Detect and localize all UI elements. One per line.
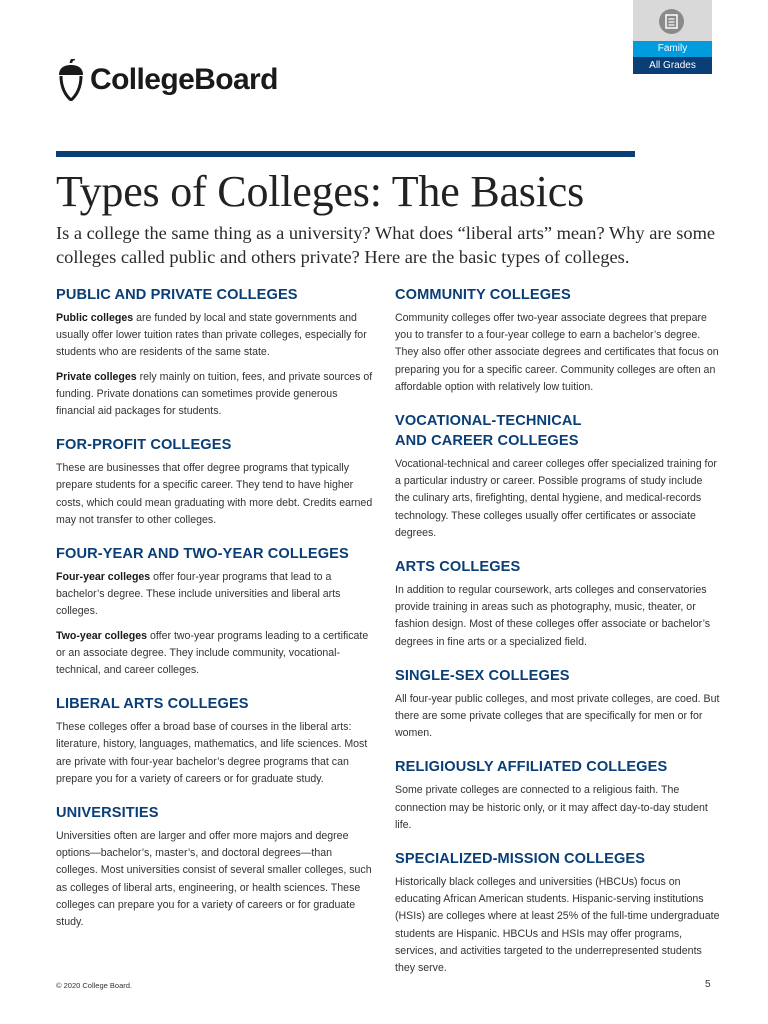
section-religious <box>395 757 720 834</box>
paragraph-text: All four-year public colleges, and most private colleges, are coed. But there are some private colleges that are specifically for men or for women. <box>395 692 720 740</box>
paragraph-text: offer two-year programs leading to a certificate or an associate degree. They include community, vocational-technical, and career colleges. <box>56 629 369 677</box>
document-icon <box>659 9 684 34</box>
section-liberal-arts <box>56 694 374 788</box>
left-column <box>56 285 374 946</box>
page-intro: Is a college the same thing as a university? What does “liberal arts” mean? Why are some colleges called public and others private? Here are the basic types of colleges. <box>56 223 716 267</box>
section-four-two-year <box>56 544 374 679</box>
lead-term: Private colleges <box>56 370 137 383</box>
section-heading: UNIVERSITIES <box>56 805 159 822</box>
section-paragraph <box>395 782 720 834</box>
section-paragraph <box>395 582 720 651</box>
section-for-profit <box>56 435 374 529</box>
section-community <box>395 285 720 396</box>
audience-tab <box>633 0 712 75</box>
section-paragraph <box>56 628 374 680</box>
section-heading: RELIGIOUSLY AFFILIATED COLLEGES <box>395 759 668 776</box>
paragraph-text: Historically black colleges and universities (HBCUs) focus on educating African American students. Hispanic-serving institutions (HSIs) are colleges where at least 25% of the full-time undergraduate students are Hispanic. HBCUs and HSIs may offer programs, services, and activities targeted to the underrepresented students they serve. <box>395 876 720 975</box>
section-heading: LIBERAL ARTS COLLEGES <box>56 696 249 713</box>
paragraph-text: offer four-year programs that lead to a bachelor’s degree. These include universities and liberal arts colleges. <box>56 571 341 618</box>
section-arts <box>395 557 720 651</box>
audience-icon-area <box>633 0 712 41</box>
section-heading: PUBLIC AND PRIVATE COLLEGES <box>56 287 298 303</box>
section-universities <box>56 803 374 931</box>
section-paragraph <box>395 691 720 743</box>
title-rule <box>56 151 635 157</box>
paragraph-text: These colleges offer a broad base of courses in the liberal arts: literature, history, languages, mathematics, and life sciences. Most are private with four-year bachelor’s degree programs that can prepare you for a variety of careers or for graduate study. <box>56 721 368 785</box>
paragraph-text: Universities often are larger and offer more majors and degree options—bachelor’s, master’s, and doctoral degrees—than colleges. Most universities consist of several smaller colleges, such as colleges of liberal arts, engineering, or health sciences. These colleges can prepare you for a variety of careers or for graduate study. <box>56 830 372 929</box>
paragraph-text: Community colleges offer two-year associate degrees that prepare you to transfer to a four-year college to earn a bachelor’s degree. They also offer other associate degrees and certificates that focus on preparing you for a specific career. Community colleges are often an affordable option with relatively low tuition. <box>395 312 719 393</box>
section-single-sex <box>395 666 720 743</box>
section-heading: VOCATIONAL-TECHNICAL AND CAREER COLLEGES <box>395 413 582 450</box>
lead-term: Two-year colleges <box>56 629 148 642</box>
section-heading: ARTS COLLEGES <box>395 559 521 576</box>
section-paragraph <box>395 310 720 396</box>
section-paragraph <box>56 310 374 362</box>
section-paragraph <box>56 369 374 421</box>
right-column <box>395 285 720 992</box>
paragraph-text: rely mainly on tuition, fees, and private sources of funding. Private donations can sometimes provide generous financial aid packages for students. <box>56 370 373 418</box>
section-paragraph <box>56 460 374 529</box>
lead-term: Four-year colleges <box>56 571 151 584</box>
grades-label: All Grades <box>633 57 712 74</box>
acorn-icon <box>56 59 86 101</box>
section-paragraph <box>56 828 374 931</box>
section-paragraph <box>395 456 720 542</box>
collegeboard-logo <box>56 58 278 102</box>
brand-name: CollegeBoard <box>90 63 278 96</box>
lead-term: Public colleges <box>56 312 134 324</box>
paragraph-text: Some private colleges are connected to a religious faith. The connection may be historic only, or it may affect day-to-day student life. <box>395 784 708 831</box>
page-title: Types of Colleges: The Basics <box>56 167 585 216</box>
section-paragraph <box>56 719 374 788</box>
audience-label: Family <box>633 41 712 57</box>
paragraph-text: These are businesses that offer degree programs that typically prepare students for a specific career. They tend to have higher costs, which could mean graduating with more debt. Credits earned may not transfer to other colleges. <box>56 462 373 526</box>
paragraph-text: are funded by local and state governments and usually offer lower tuition rates than private colleges, especially for students who are residents of the same state. <box>56 312 367 359</box>
page-number: 5 <box>705 979 711 990</box>
section-heading: SINGLE-SEX COLLEGES <box>395 667 570 684</box>
section-specialized-mission <box>395 849 720 977</box>
copyright: © 2020 College Board. <box>56 981 132 990</box>
section-heading: FOR-PROFIT COLLEGES <box>56 437 232 454</box>
section-heading: SPECIALIZED-MISSION COLLEGES <box>395 851 646 868</box>
section-heading: FOUR-YEAR AND TWO-YEAR COLLEGES <box>56 546 349 563</box>
paragraph-text: Vocational-technical and career colleges offer specialized training for a particular industry or career. Possible programs of study include the culinary arts, firefighting, dental hygiene, and medical-records technology. These colleges usually offer certificates or associate degrees. <box>395 458 717 539</box>
section-heading: COMMUNITY COLLEGES <box>395 287 571 303</box>
section-paragraph <box>395 874 720 977</box>
section-public-private <box>56 285 374 420</box>
section-vocational <box>395 411 720 542</box>
paragraph-text: In addition to regular coursework, arts colleges and conservatories provide training in areas such as photography, music, theater, or fashion design. Most of these colleges offer associate or bachelor’s degrees in fine arts or a specialized field. <box>395 584 711 648</box>
section-paragraph <box>56 569 374 621</box>
